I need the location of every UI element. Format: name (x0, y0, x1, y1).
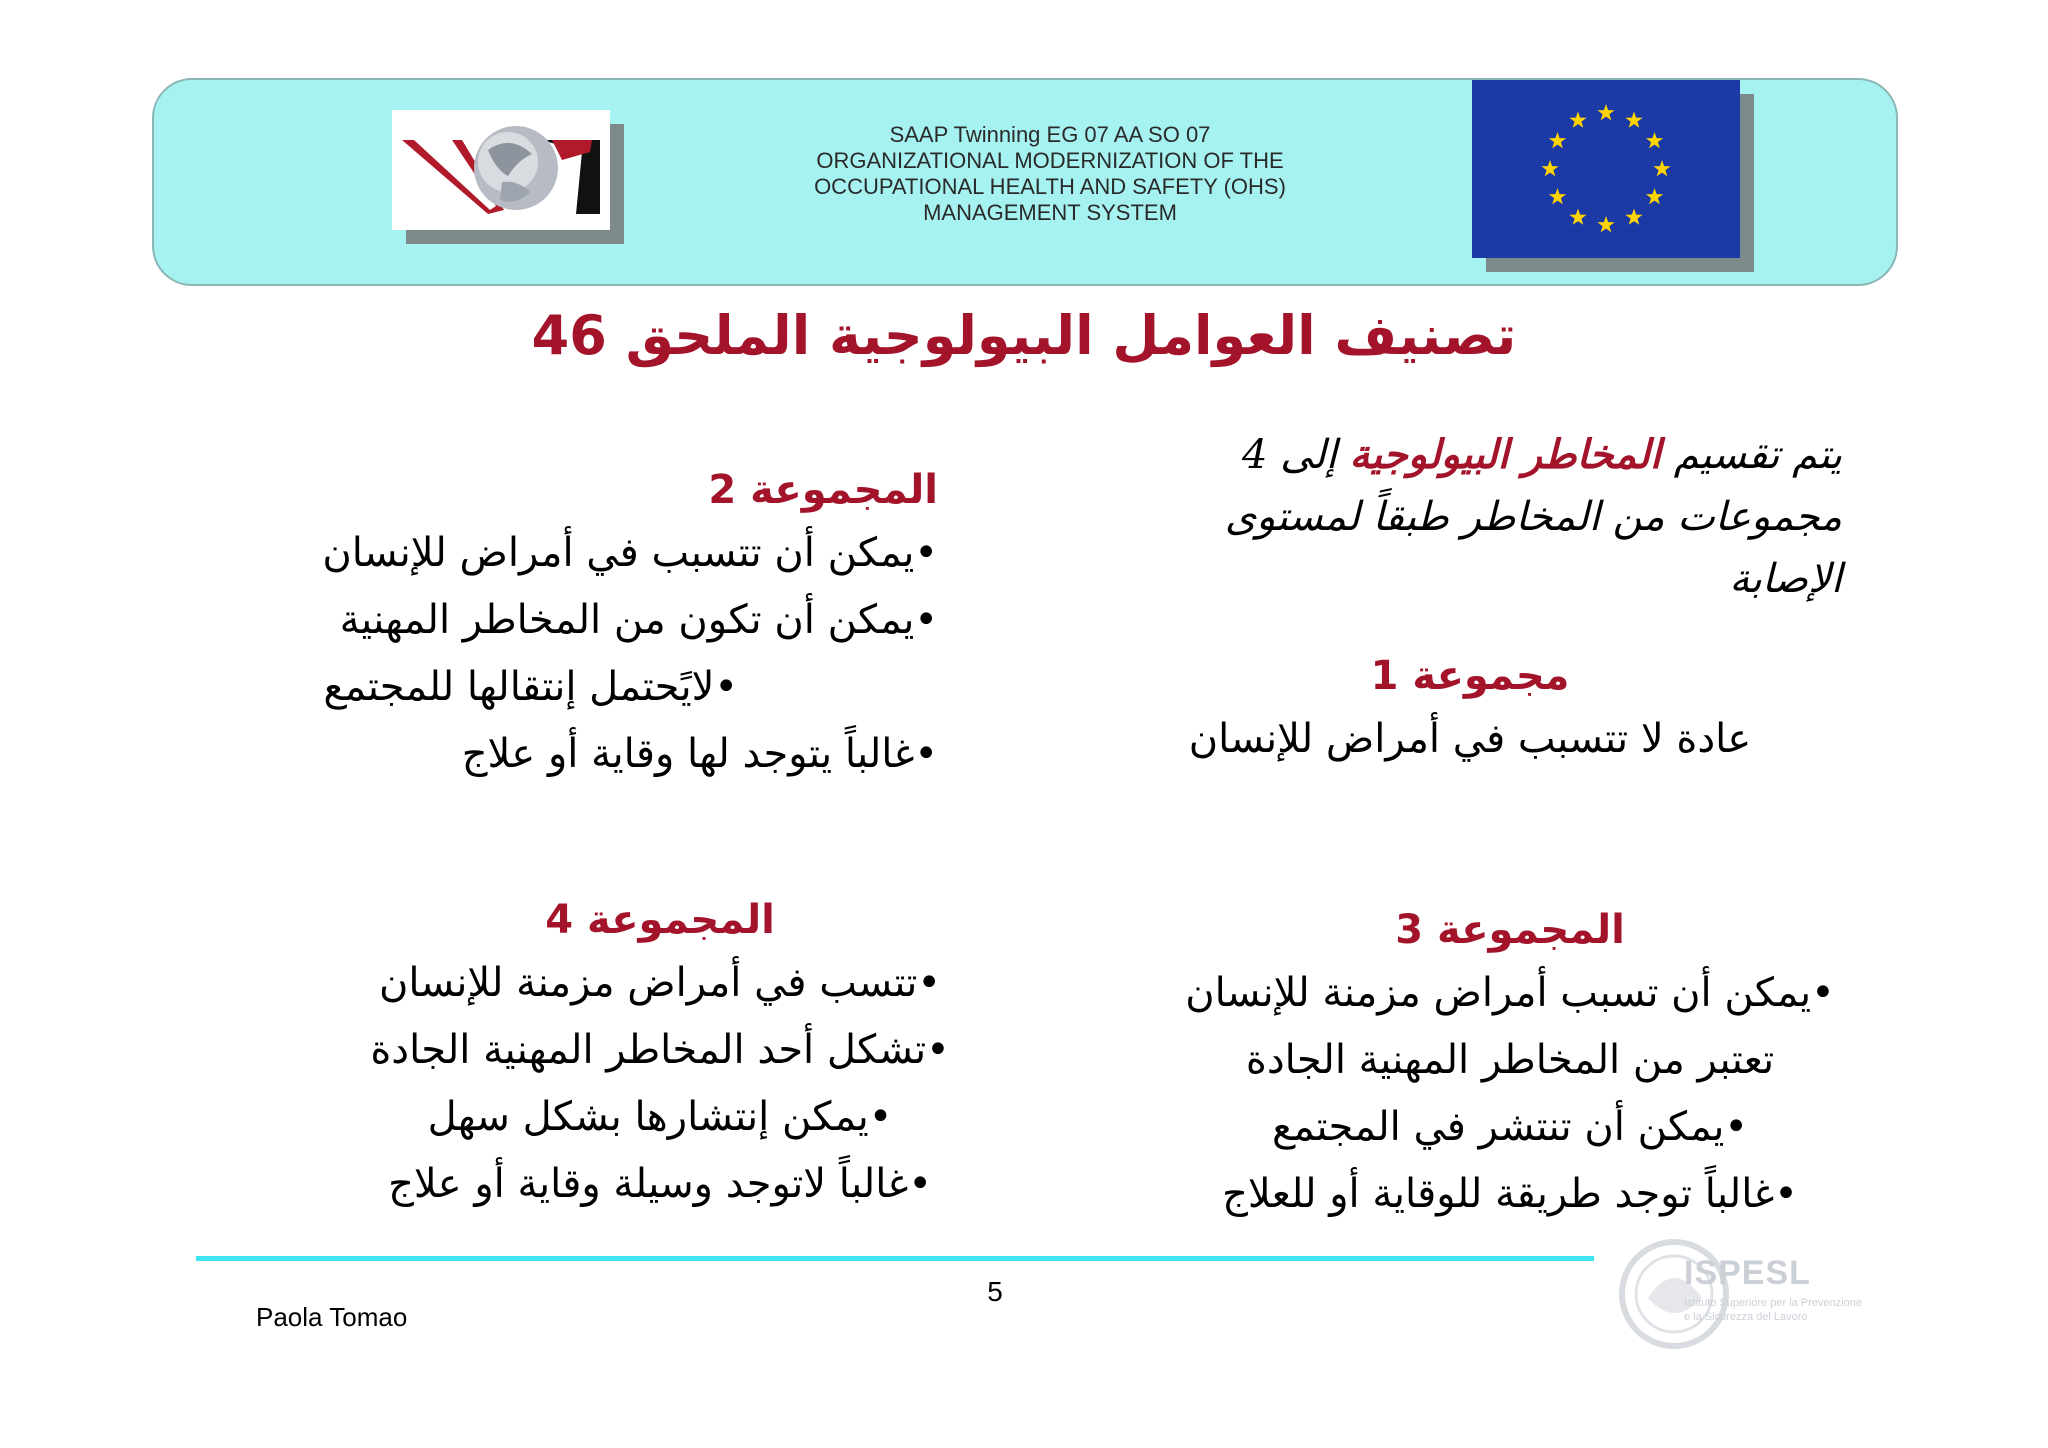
eu-star-icon (1597, 216, 1614, 232)
group-3-item: •يمكن أن تسبب أمراض مزمنة للإنسان (1185, 970, 1835, 1016)
egypt-globe-logo (392, 110, 610, 230)
intro-part-1: يتم تقسيم (1661, 432, 1842, 478)
group-3-title: المجموعة 3 (1395, 907, 1625, 953)
header-line-1: SAAP Twinning EG 07 AA SO 07 (889, 122, 1211, 147)
eu-star-icon (1549, 188, 1566, 204)
group-2 (178, 460, 938, 788)
eu-star-icon (1653, 160, 1670, 176)
eu-star-icon (1597, 104, 1614, 120)
intro-highlight: المخاطر البيولوجية (1349, 431, 1661, 478)
eu-star-icon (1569, 209, 1586, 225)
group-4 (300, 890, 1020, 1218)
eu-star-icon (1646, 132, 1663, 148)
eu-flag-icon (1472, 80, 1740, 258)
group-2-item: •يمكن أن تتسبب في أمراض للإنسان (322, 530, 938, 576)
group-4-item: •تشكل أحد المخاطر المهنية الجادة (370, 1027, 950, 1073)
ispesl-name: ISPESL (1684, 1254, 1811, 1292)
intro-line-3: الإصابة (1729, 556, 1842, 602)
group-3-item: •غالباً توجد طريقة للوقاية أو للعلاج (1222, 1171, 1798, 1217)
eu-star-icon (1549, 132, 1566, 148)
header-line-4: MANAGEMENT SYSTEM (923, 200, 1177, 225)
group-2-item: •غالباً يتوجد لها وقاية أو علاج (461, 731, 938, 777)
intro-text (1022, 424, 1842, 610)
group-2-title: المجموعة 2 (708, 467, 938, 513)
eu-star-icon (1569, 112, 1586, 128)
author-name: Paola Tomao (256, 1302, 408, 1332)
group-1-item: عادة لا تتسبب في أمراض للإنسان (1188, 716, 1752, 762)
ispesl-subtitle-line-1: Istituto Superiore per la Prevenzione (1684, 1297, 1862, 1309)
group-4-item: •تتسب في أمراض مزمنة للإنسان (378, 960, 942, 1006)
group-3-item: •يمكن أن تنتشر في المجتمع (1272, 1104, 1748, 1150)
egypt-globe-logo-graphic (392, 110, 610, 230)
group-2-item: •لايًحتمل إنتقالها للمجتمع (323, 664, 738, 710)
group-2-item: •يمكن أن تكون من المخاطر المهنية (339, 597, 938, 643)
eu-star-icon (1625, 209, 1642, 225)
group-4-item: •يمكن إنتشارها بشكل سهل (427, 1094, 893, 1140)
eu-star-icon (1625, 112, 1642, 128)
eu-star-icon (1646, 188, 1663, 204)
ispesl-subtitle-line-2: e la Sicurezza del Lavoro (1684, 1311, 1808, 1323)
ispesl-watermark (1618, 1228, 1882, 1358)
group-4-item: •غالباً لاتوجد وسيلة وقاية أو علاج (388, 1161, 932, 1207)
intro-line-2: مجموعات من المخاطر طبقاً لمستوى (1224, 494, 1842, 540)
eu-flag (1472, 80, 1740, 258)
slide-title: تصنيف العوامل البيولوجية الملحق 46 (531, 304, 1517, 367)
group-3 (1100, 900, 1920, 1228)
page-number: 5 (987, 1276, 1003, 1307)
footer-divider (196, 1256, 1594, 1261)
header-line-2: ORGANIZATIONAL MODERNIZATION OF THE (816, 148, 1284, 173)
eu-star-icon (1541, 160, 1558, 176)
group-4-title: المجموعة 4 (545, 897, 775, 943)
group-1 (1100, 646, 1840, 773)
ispesl-seal-icon (1618, 1228, 1736, 1358)
project-header-text (740, 122, 1360, 226)
intro-part-2: إلى 4 (1242, 432, 1350, 478)
group-1-title: مجموعة 1 (1370, 653, 1570, 699)
intro-line-1 (1022, 424, 1842, 486)
ispesl-subtitle (1684, 1296, 1884, 1324)
group-3-item: تعتبر من المخاطر المهنية الجادة (1245, 1037, 1775, 1083)
header-line-3: OCCUPATIONAL HEALTH AND SAFETY (OHS) (814, 174, 1286, 199)
